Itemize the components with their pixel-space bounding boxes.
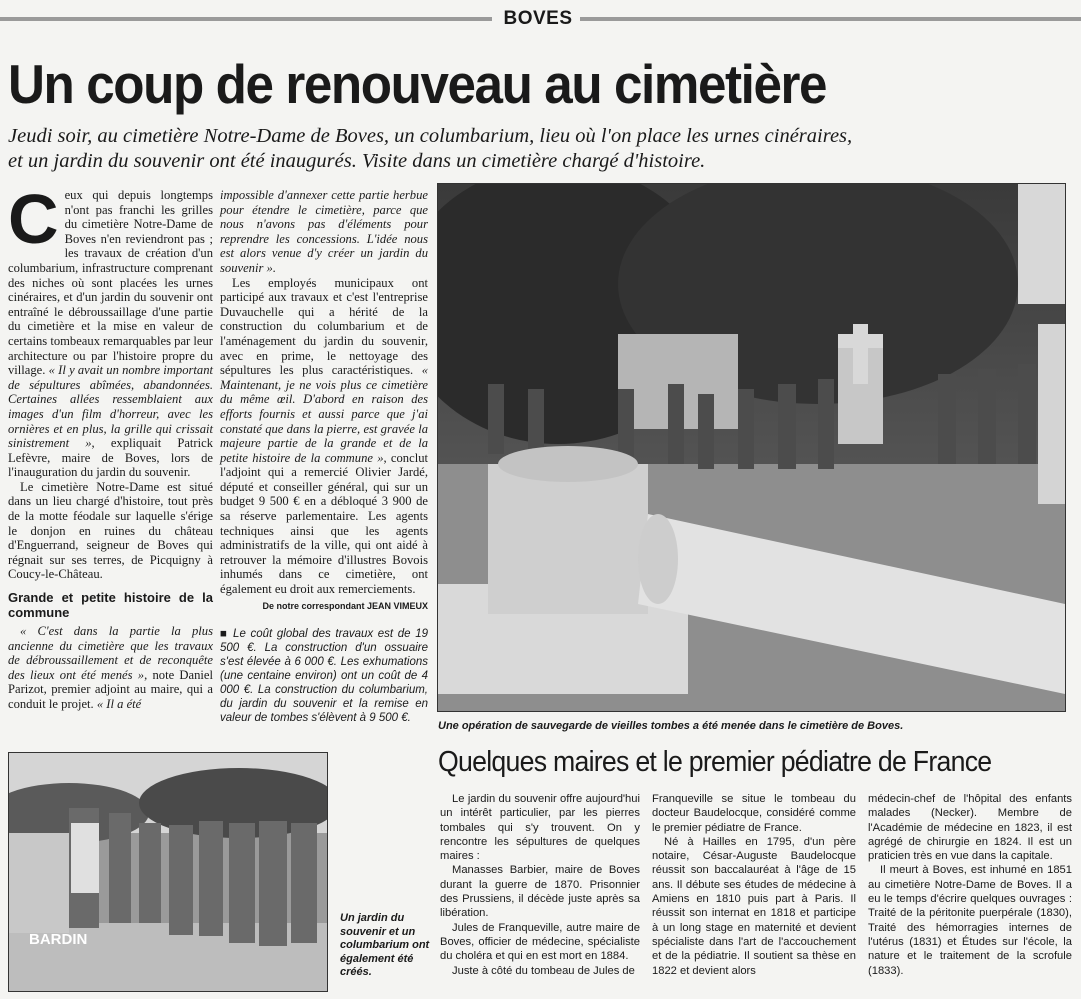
sidebar-column-1 bbox=[440, 792, 640, 978]
paragraph: impossible d'annexer cette partie herbue pour étendre le cimetière, parce que nous n'avons pas d'éléments pour reprendre les concessions. L'idée nous est alors venue d'y créer un jardin du souvenir ». bbox=[220, 188, 428, 275]
article-column-1 bbox=[8, 180, 214, 712]
photo-watermark: BARDIN bbox=[29, 931, 88, 948]
sidebar-column-2 bbox=[652, 792, 856, 978]
paragraph: Manasses Barbier, maire de Boves durant la guerre de 1870. Prisonnier des Prussiens, il décède juste après sa libération. bbox=[440, 864, 640, 920]
header-rule-left bbox=[0, 17, 492, 21]
section-label: BOVES bbox=[503, 8, 573, 29]
main-photo bbox=[437, 183, 1066, 712]
paragraph: Jules de Franqueville, autre maire de Boves, officier de médecine, spécialiste du choléra et qui en est mort en 1884. bbox=[440, 921, 640, 963]
jardin-photo-image bbox=[9, 753, 327, 991]
deck-line-1: Jeudi soir, au cimetière Notre-Dame de Boves, un columbarium, lieu où l'on place les urnes cinéraires, bbox=[8, 125, 853, 147]
sidebar-column-3 bbox=[868, 792, 1072, 978]
article-column-2 bbox=[220, 188, 428, 725]
second-photo-caption: Un jardin du souvenir et un columbarium ont également été créés. bbox=[340, 912, 430, 978]
paragraph: Le cimetière Notre-Dame est situé dans un lieu chargé d'histoire, tout près de la motte féodale sur laquelle s'érige le donjon en ruines du château d'Enguerrand, seigneur de Boves qui régnait sur ses terres, de Picquigny à Coucy-le-Château. bbox=[8, 479, 213, 582]
second-photo bbox=[8, 752, 328, 992]
main-photo-caption: Une opération de sauvegarde de vieilles tombes a été menée dans le cimetière de Boves. bbox=[438, 720, 904, 732]
paragraph: Le jardin du souvenir offre aujourd'hui un intérêt particulier, par les pierres tombales qui s'y trouvent. On y rencontre les sépultures de quelques maires : bbox=[440, 793, 640, 863]
drop-cap: C bbox=[8, 180, 59, 258]
paragraph: Ceux qui depuis longtemps n'ont pas franchi les grilles du cimetière Notre-Dame de Boves n'en reviendront pas ; les travaux de création d'un columbarium, infrastructure comprenant des niches où sont placées les urnes cinéraires, et d'un jardin du souvenir ont entraîné le débroussaillage d'une partie du cimetière et la mise en valeur de certains tombeaux remarquables par leur architecture ou par l'histoire propre du village. « Il y avait un nombre important de sépultures abîmées, abandonnées. Certaines allées ressemblaient aux images d'un film d'horreur, avec les ornières et en plus, la grille qui crissait sinistrement », expliquait Patrick Lefèvre, maire de Boves, lors de l'inauguration du jardin du souvenir. bbox=[8, 180, 214, 480]
cost-box: ■ Le coût global des travaux est de 19 500 €. La construction d'un ossuaire s'est élevée à 6 000 €. Les exhumations (une centaine environ) ont un coût de 4 000 €. La construction du columbarium, du jardin du souvenir et la remise en valeur de tombes s'élèvent à 9 500 €. bbox=[220, 628, 428, 725]
sidebar-title: Quelques maires et le premier pédiatre de France bbox=[438, 746, 992, 778]
cemetery-photo-image bbox=[438, 184, 1065, 711]
paragraph: Franqueville se situe le tombeau du docteur Baudelocque, considéré comme le premier pédiatre de France. bbox=[652, 793, 856, 834]
deck bbox=[8, 124, 1073, 174]
paragraph: « C'est dans la partie la plus ancienne du cimetière que les travaux de débroussaillement et de reconquête des lieux ont été menés », note Daniel Parizot, premier adjoint au maire, qui a conduit le projet. « Il a été bbox=[8, 624, 214, 711]
deck-line-2: et un jardin du souvenir ont été inaugurés. Visite dans un cimetière chargé d'histoire. bbox=[8, 150, 706, 172]
paragraph: Né à Hailles en 1795, d'un père notaire, César-Auguste Baudelocque réussit son baccalauréat à l'âge de 15 ans. Il débute ses études de médecine à Amiens en 1810 puis part à Paris. Il réussit son internat en 1818 et participe à un long stage en maternité et devient spécialiste dans l'art de l'accouchement et de la pédiatrie. Il soutient sa thèse en 1822 et devient alors bbox=[652, 835, 856, 977]
byline: De notre correspondant JEAN VIMEUX bbox=[262, 600, 428, 611]
subheading: Grande et petite histoire de la commune bbox=[8, 590, 213, 621]
paragraph: médecin-chef de l'hôpital des enfants malades (Necker). Membre de l'Académie de médecine en 1823, il est agrégé de chirurgie en 1824. Il est un praticien très en vue dans la capitale. bbox=[868, 793, 1072, 863]
paragraph: Les employés municipaux ont participé aux travaux et c'est l'entreprise Duvauchelle qui a hérité de la construction du columbarium et de l'aménagement du jardin du souvenir, avec en prime, le nettoyage des sépultures les plus caractéristiques. « Maintenant, je ne vois plus ce cimetière du même œil. D'abord en raison des efforts fournis et aussi parce que j'ai constaté que dans la pierre, est gravée la majeure partie de la grande et de la petite histoire de la commune », conclut l'adjoint qui a remercié Olivier Jardé, député et conseiller général, qui sur un budget 9 500 € en a débloqué 3 900 de sa réserve parlementaire. Les agents techniques ainsi que les agents administratifs de la ville, qui ont aidé à retrouver la mémoire d'illustres Bovois inhumés dans ce cimetière, ont également eu droit aux remerciements. bbox=[220, 275, 428, 597]
headline: Un coup de renouveau au cimetière bbox=[8, 53, 827, 115]
header-rule-right bbox=[580, 17, 1081, 21]
paragraph: Juste à côté du tombeau de Jules de bbox=[452, 964, 635, 977]
paragraph: Il meurt à Boves, est inhumé en 1851 au cimetière Notre-Dame de Boves. Il a eu le temps d'écrire quelques ouvrages : Traité de la péritonite puerpérale (1830), Traité des hémorragies internes de l'utérus (1831) et Études sur l'école, la nature et le traitement de la scrofule (1833). bbox=[868, 864, 1072, 977]
